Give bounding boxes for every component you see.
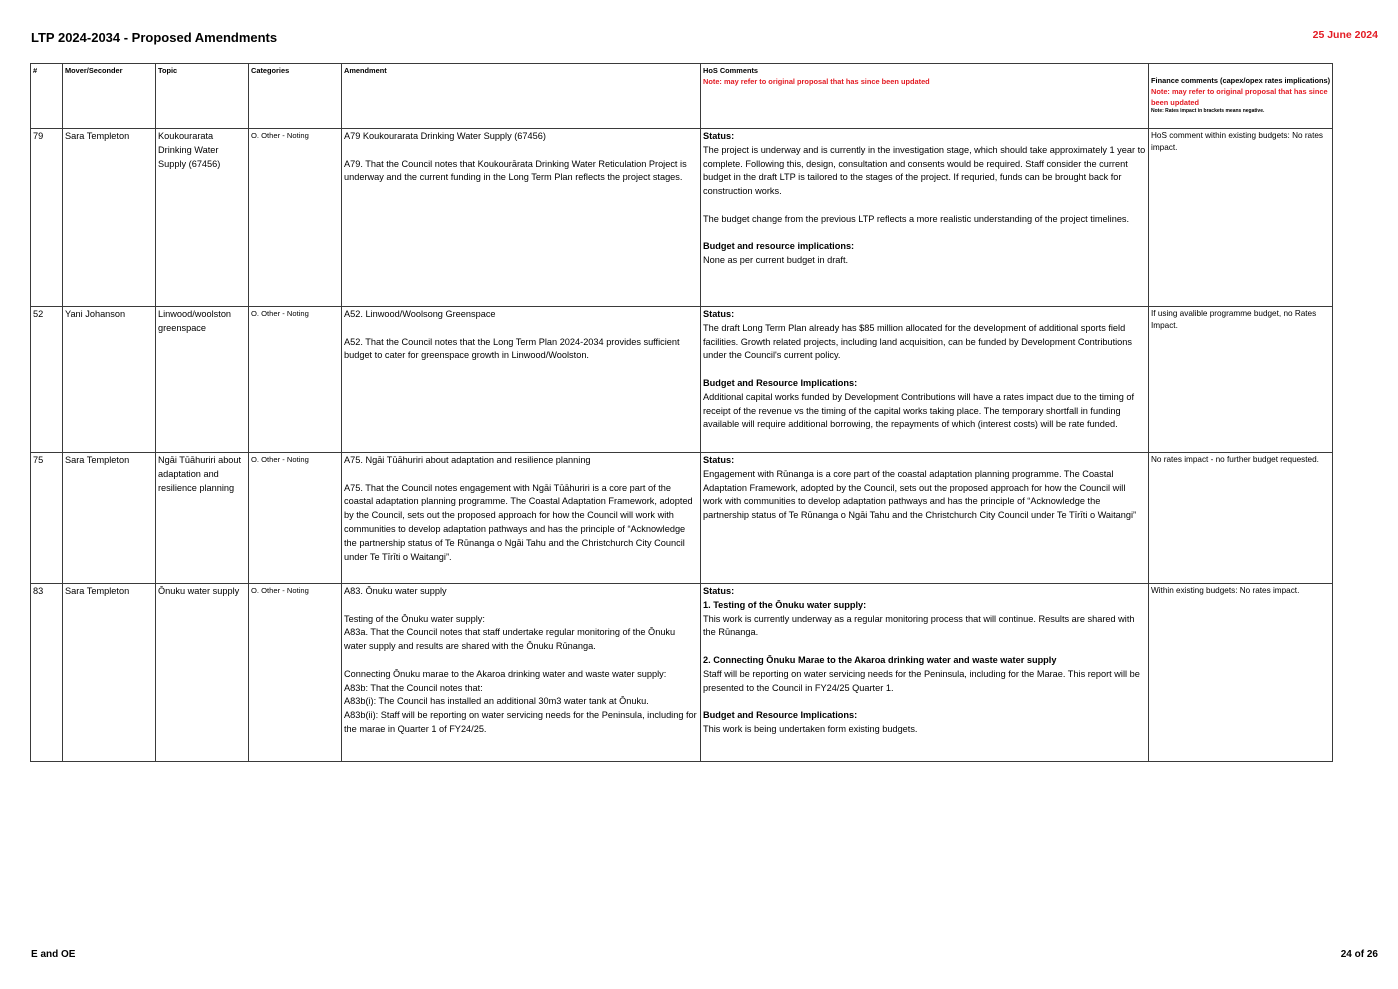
row-category: O. Other - Noting (249, 453, 342, 584)
hos-status-label: Status: (703, 309, 735, 319)
row-amendment (342, 453, 701, 584)
amendment-text: A75. That the Council notes engagement with Ngāi Tūāhuriri is a core part of the coastal adaptation planning programme. The Coastal Adaptation Framework, adopted by the Council, sets out the proposed approach for how the Council will work with communities to develop adaptation pathways and has the principle of “Acknowledge the partnership status of Te Rūnanga o Ngāi Tahu and the Christchurch City Council under Te Tīrīti o Waitangi”. (344, 482, 693, 562)
amendment-subheading: Testing of the Ōnuku water supply: (344, 613, 485, 624)
row-category: O. Other - Noting (249, 584, 342, 762)
finance-header-note: Note: may refer to original proposal that has since been updated (1151, 87, 1328, 107)
column-header-finance (1149, 64, 1333, 129)
amendment-heading: A79 Koukourarata Drinking Water Supply (67456) (344, 131, 546, 141)
table-row (31, 129, 1333, 307)
hos-status-label: Status: (703, 586, 735, 596)
table-row (31, 584, 1333, 762)
amendment-text: A79. That the Council notes that Koukourārata Drinking Water Reticulation Project is underway and the current funding in the Long Term Plan reflects the project stages. (344, 158, 687, 183)
column-header-amendment: Amendment (342, 64, 701, 129)
row-number: 79 (31, 129, 63, 307)
amendment-subheading: Connecting Ōnuku marae to the Akaroa drinking water and waste water supply: (344, 668, 667, 679)
amendment-heading: A75. Ngāi Tūāhuriri about adaptation and resilience planning (344, 455, 591, 465)
row-finance-comments: HoS comment within existing budgets: No rates impact. (1149, 129, 1333, 307)
row-mover: Yani Johanson (63, 307, 156, 453)
column-header-mover: Mover/Seconder (63, 64, 156, 129)
amendment-text: A83a. That the Council notes that staff undertake regular monitoring of the Ōnuku water supply and results are shared with the Ōnuku Rūnanga. (344, 627, 676, 652)
row-amendment (342, 584, 701, 762)
column-header-number: # (31, 64, 63, 129)
row-mover: Sara Templeton (63, 453, 156, 584)
row-category: O. Other - Noting (249, 129, 342, 307)
column-header-topic: Topic (156, 64, 249, 129)
row-hos-comments (701, 584, 1149, 762)
row-hos-comments (701, 453, 1149, 584)
amendments-table (30, 63, 1333, 762)
hos-paragraph: The project is underway and is currently in the investigation stage, which should take approximately 1 year to complete. Following this, design, consultation and consents would be required. Staff consider the current budget in the draft LTP is tailored to the stages of the project. If requried, funds can be brought back for construction works. (703, 144, 1146, 197)
hos-budget-label: Budget and Resource Implications: (703, 710, 858, 721)
hos-status-label: Status: (703, 455, 735, 465)
hos-header-label: HoS Comments (703, 66, 759, 75)
hos-paragraph: None as per current budget in draft. (703, 255, 849, 266)
row-topic: Linwood/woolston greenspace (156, 307, 249, 453)
hos-header-note: Note: may refer to original proposal that has since been updated (703, 77, 930, 86)
table-header-row (31, 64, 1333, 129)
finance-header-label: Finance comments (capex/opex rates implications) (1151, 76, 1331, 85)
table-row (31, 453, 1333, 584)
row-finance-comments: If using avalible programme budget, no Rates Impact. (1149, 307, 1333, 453)
row-topic: Ngāi Tūāhuriri about adaptation and resilience planning (156, 453, 249, 584)
row-number: 83 (31, 584, 63, 762)
row-mover: Sara Templeton (63, 129, 156, 307)
amendment-text: A83b: That the Council notes that: (344, 682, 483, 693)
amendment-text: A83b(ii): Staff will be reporting on water servicing needs for the Peninsula, including for the marae in Quarter 1 of FY24/25. (344, 710, 697, 734)
hos-paragraph: Staff will be reporting on water servicing needs for the Peninsula, including for the Marae. This report will be presented to the Council in FY24/25 Quarter 1. (703, 668, 1140, 693)
amendment-text: A83b(i): The Council has installed an additional 30m3 water tank at Ōnuku. (344, 696, 649, 707)
amendment-text: A52. That the Council notes that the Long Term Plan 2024-2034 provides sufficient budget to cater for greenspace growth in Linwood/Woolston. (344, 336, 680, 361)
row-category: O. Other - Noting (249, 307, 342, 453)
page-number: 24 of 26 (1340, 949, 1378, 960)
hos-subheading: 1. Testing of the Ōnuku water supply: (703, 599, 867, 610)
row-topic: Ōnuku water supply (156, 584, 249, 762)
amendment-heading: A52. Linwood/Woolsong Greenspace (344, 309, 496, 319)
row-finance-comments: Within existing budgets: No rates impact. (1149, 584, 1333, 762)
table-row (31, 307, 1333, 453)
hos-paragraph: Additional capital works funded by Development Contributions will have a rates impact due to the timing of receipt of the revenue vs the timing of the capital works taking place. The temporary shortfall in funding available will require additional borrowing, the repayments of which (interest costs) will be rate funded. (703, 391, 1135, 430)
hos-paragraph: Engagement with Rūnanga is a core part of the coastal adaptation planning programme. The Coastal Adaptation Framework, adopted by the Council, sets out the proposed approach for how the Council will work with communities to develop adaptation pathways and has the principle of “Acknowledge the partnership status of Te Rūnanga o Ngāi Tahu and the Christchurch City Council under Te Tīrīti o Waitangi” (703, 468, 1137, 521)
hos-paragraph: This work is currently underway as a regular monitoring process that will continue. Results are shared with the Rūnanga. (703, 613, 1135, 638)
column-header-categories: Categories (249, 64, 342, 129)
hos-budget-label: Budget and resource implications: (703, 241, 855, 252)
hos-budget-label: Budget and Resource Implications: (703, 377, 858, 388)
amendment-heading: A83. Ōnuku water supply (344, 586, 447, 596)
page-title: LTP 2024-2034 - Proposed Amendments (31, 30, 278, 45)
row-hos-comments (701, 129, 1149, 307)
hos-paragraph: The budget change from the previous LTP reflects a more realistic understanding of the project timelines. (703, 213, 1130, 224)
hos-status-label: Status: (703, 131, 735, 141)
row-finance-comments: No rates impact - no further budget requested. (1149, 453, 1333, 584)
column-header-hos (701, 64, 1149, 129)
hos-paragraph: This work is being undertaken form existing budgets. (703, 723, 918, 734)
row-amendment (342, 129, 701, 307)
row-topic: Koukourarata Drinking Water Supply (67456) (156, 129, 249, 307)
row-hos-comments (701, 307, 1149, 453)
row-mover: Sara Templeton (63, 584, 156, 762)
row-number: 75 (31, 453, 63, 584)
hos-subheading: 2. Connecting Ōnuku Marae to the Akaroa drinking water and waste water supply (703, 654, 1057, 665)
finance-header-small-note: Note: Rates impact in brackets means negative. (1151, 108, 1265, 114)
row-number: 52 (31, 307, 63, 453)
footer-disclaimer: E and OE (31, 949, 76, 960)
document-date: 25 June 2024 (1312, 29, 1378, 41)
row-amendment (342, 307, 701, 453)
hos-paragraph: The draft Long Term Plan already has $85 million allocated for the development of additional sports field facilities. Growth related projects, including land acquisition, can be funded by Development Contributions under the Council's current policy. (703, 322, 1132, 361)
